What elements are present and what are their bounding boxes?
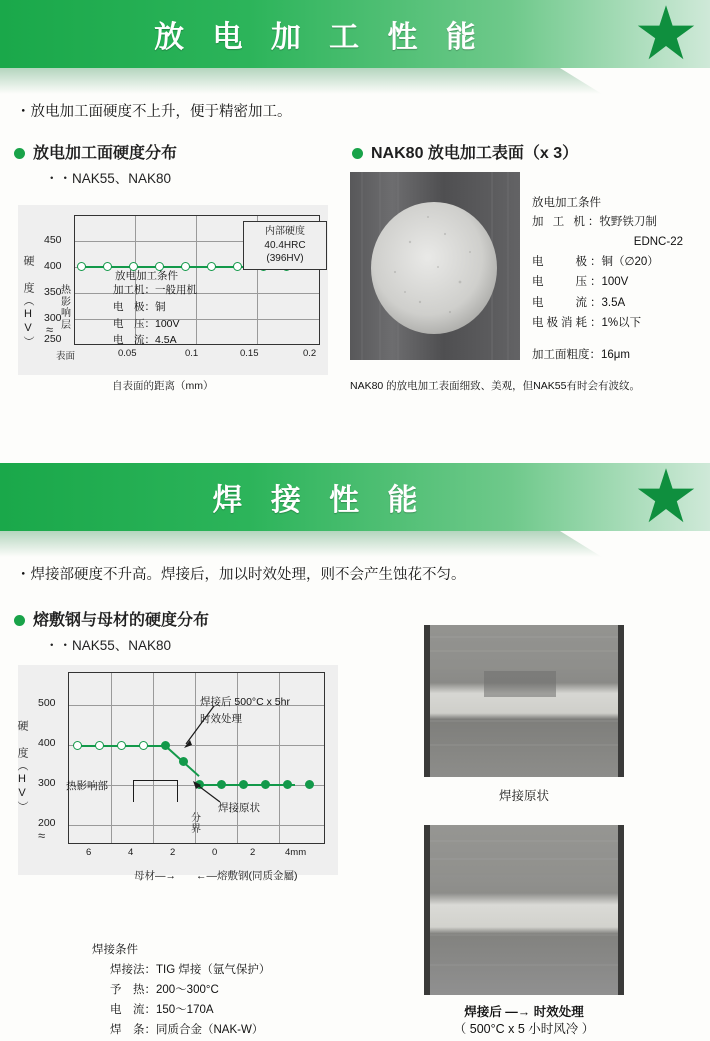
weld-conditions-list: 焊接法：TIG 焊接（氩气保护） 予 热：200～300°C 电 流：150～170A 焊 条：同质合金（NAK-W） [110,964,271,1037]
chart-2-ytick-1: 400 [38,737,56,749]
chart-1-inner-hardness-note: 内部硬度 40.4HRC (396HV) [243,221,327,270]
chart-2-boundary-note: 分 界 [191,813,201,835]
section-2-banner [0,463,710,531]
weld-photo-as-welded [424,625,624,777]
chart-2-xaxis-left: 母材—→ [134,870,176,882]
section-2-left-heading: 熔敷钢与母材的硬度分布 [14,607,209,630]
chart-2-aging-arrow-icon [178,700,218,752]
section-1-lead: ・放电加工面硬度不上升，便于精密加工。 [16,104,292,120]
section-1-left-subheading: ・・NAK55、NAK80 [45,171,172,186]
chart-2-asweld-note: 焊接原状 [218,802,260,814]
section-1-banner [0,0,710,68]
weld-photo-aged [424,825,624,995]
chart-2-axis-break-icon: ≈ [38,828,46,843]
section-1-title: 放 电 加 工 性 能 [154,21,486,54]
chart-1-ylabel: 硬 度（HV） [22,255,34,349]
chart-2-ylabel: 硬 度（HV） [16,720,28,814]
chart-2-aging-note: 焊接后 500°C x 5hr 时效处理 [200,696,290,725]
chart-2-xtick-2: 2 [170,847,176,858]
chart-2-bracket-left [133,780,134,802]
chart-2-xtick-5: 4mm [285,847,307,858]
section-2-title: 焊 接 性 能 [212,484,428,517]
chart-2-xaxis-right: ←—熔敷钢(同质金屬) [196,870,298,882]
edm-footnote: NAK80 的放电加工表面细致、美观，但NAK55有时会有波纹。 [350,380,640,392]
chart-1-xtick-1: 0.05 [118,348,137,359]
chart-2-xtick-1: 4 [128,847,134,858]
chart-2-bracket-top [133,780,177,781]
chart-1-ytick-2: 350 [44,286,62,298]
section-2-left-subheading: ・・NAK55、NAK80 [45,638,172,653]
edm-conditions-list: 加 工 机：牧野铁刀制 EDNC-22 电 极：铜（∅20） 电 压：100V 电 流：3.5A 电极消耗：1%以下 [532,216,683,329]
weld-photo-aged-caption-line1: 焊接后 —→ 时效处理 [464,1005,584,1019]
chart-2-xtick-4: 2 [250,847,256,858]
chart-1-ytick-1: 400 [44,260,62,272]
chart-1-xtick-4: 0.2 [303,348,317,359]
chart-1-xtick-0: 表面 [56,351,76,362]
edm-roughness: 加工面粗度：16μm [532,349,630,361]
weld-photo-as-welded-caption: 焊接原状 [498,789,549,803]
bullet-dot-icon [14,148,25,159]
edm-conditions-title: 放电加工条件 [532,197,601,209]
chart-1-xtick-2: 0.1 [185,348,199,359]
chart-2-heat-zone-note: 热影响部 [66,780,108,792]
bullet-dot-icon [14,615,25,626]
bullet-dot-icon [352,148,363,159]
star-icon [636,467,696,527]
star-icon [636,4,696,64]
chart-2-ytick-3: 200 [38,817,56,829]
section-1-right-heading: NAK80 放电加工表面（x 3） [352,140,578,163]
chart-1-heat-zone-label: 热 影 响 层 [61,285,71,331]
chart-1-ytick-3: 300 [44,312,62,324]
chart-2-ytick-0: 500 [38,697,56,709]
chart-2-bracket-right [177,780,178,802]
chart-1-ytick-0: 450 [44,234,62,246]
chart-1-xlabel: 自表面的距离（mm） [112,380,214,392]
chart-1-conditions: 加工机：一般用机 电 极：铜 电 压：100V 电 流：4.5A [113,284,197,347]
section-2-lead: ・焊接部硬度不升高。焊接后，加以时效处理，则不会产生蚀花不匀。 [16,567,466,583]
chart-1-ytick-4: 250 [44,333,62,345]
weld-photo-aged-caption-line2: （ 500°C x 5 小时风冷 ） [453,1022,595,1036]
chart-1-axis-break-icon: ≈ [46,322,54,337]
weld-conditions-title: 焊接条件 [92,944,138,956]
section-1-left-heading: 放电加工面硬度分布 [14,140,177,163]
chart-2-asweld-arrow-icon [190,778,224,808]
chart-2-ytick-2: 300 [38,777,56,789]
chart-2-xtick-0: 6 [86,847,92,858]
edm-surface-photo [350,172,520,360]
chart-1-xtick-3: 0.15 [240,348,259,359]
chart-2-xtick-3: 0 [212,847,218,858]
chart-1-conditions-title: 放电加工条件 [115,270,178,282]
